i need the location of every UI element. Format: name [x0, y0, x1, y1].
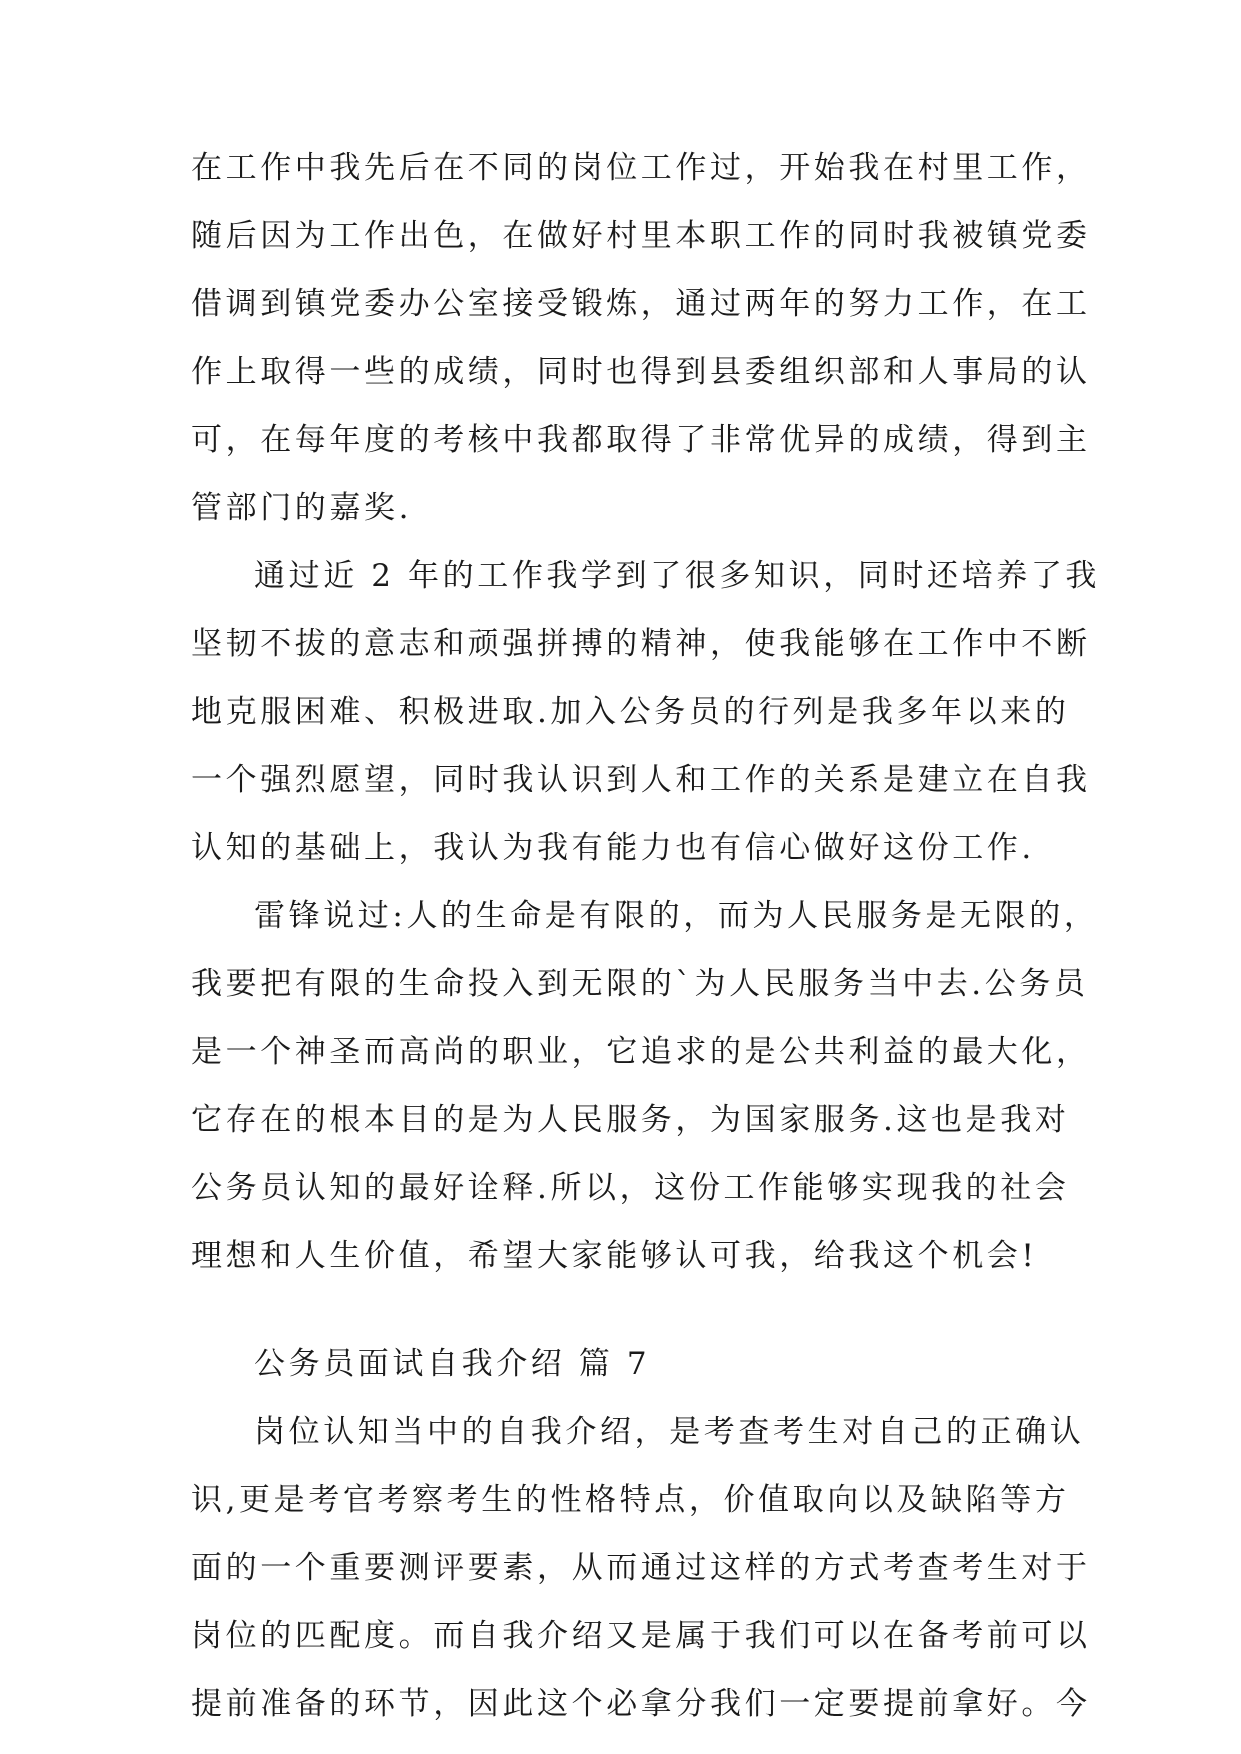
paragraph-3-line-6: 理想和人生价值，希望大家能够认可我，给我这个机会!: [191, 1238, 1038, 1274]
paragraph-3-line-1: 雷锋说过:人的生命是有限的，而为人民服务是无限的，: [254, 898, 1099, 934]
paragraph-3-line-3: 是一个神圣而高尚的职业，它追求的是公共利益的最大化，: [191, 1034, 1091, 1070]
paragraph-4-line-5: 提前准备的环节，因此这个必拿分我们一定要提前拿好。今: [191, 1686, 1091, 1722]
section-heading: 公务员面试自我介绍 篇 7: [254, 1346, 651, 1382]
paragraph-4-line-4: 岗位的匹配度。而自我介绍又是属于我们可以在备考前可以: [191, 1618, 1091, 1654]
paragraph-1-line-6: 管部门的嘉奖.: [191, 490, 413, 526]
paragraph-4-line-1: 岗位认知当中的自我介绍，是考查考生对自己的正确认: [254, 1414, 1085, 1450]
paragraph-2-line-2: 坚韧不拔的意志和顽强拼搏的精神，使我能够在工作中不断: [191, 626, 1091, 662]
paragraph-1-line-2: 随后因为工作出色，在做好村里本职工作的同时我被镇党委: [191, 218, 1091, 254]
paragraph-1-line-4: 作上取得一些的成绩，同时也得到县委组织部和人事局的认: [191, 354, 1091, 390]
paragraph-2-line-4: 一个强烈愿望，同时我认识到人和工作的关系是建立在自我: [191, 762, 1091, 798]
paragraph-1-line-1: 在工作中我先后在不同的岗位工作过，开始我在村里工作，: [191, 150, 1091, 186]
paragraph-2-line-5: 认知的基础上，我认为我有能力也有信心做好这份工作.: [191, 830, 1035, 866]
paragraph-4-line-2: 识,更是考官考察考生的性格特点，价值取向以及缺陷等方: [191, 1482, 1070, 1518]
paragraph-3-line-5: 公务员认知的最好诠释.所以，这份工作能够实现我的社会: [191, 1170, 1070, 1206]
paragraph-3-line-4: 它存在的根本目的是为人民服务，为国家服务.这也是我对: [191, 1102, 1070, 1138]
paragraph-3-line-2: 我要把有限的生命投入到无限的`为人民服务当中去.公务员: [191, 966, 1089, 1002]
paragraph-4-line-3: 面的一个重要测评要素，从而通过这样的方式考查考生对于: [191, 1550, 1091, 1586]
paragraph-1-line-3: 借调到镇党委办公室接受锻炼，通过两年的努力工作，在工: [191, 286, 1091, 322]
paragraph-1-line-5: 可，在每年度的考核中我都取得了非常优异的成绩，得到主: [191, 422, 1091, 458]
paragraph-2-line-1: 通过近 2 年的工作我学到了很多知识，同时还培养了我: [254, 558, 1101, 594]
paragraph-2-line-3: 地克服困难、积极进取.加入公务员的行列是我多年以来的: [191, 694, 1070, 730]
